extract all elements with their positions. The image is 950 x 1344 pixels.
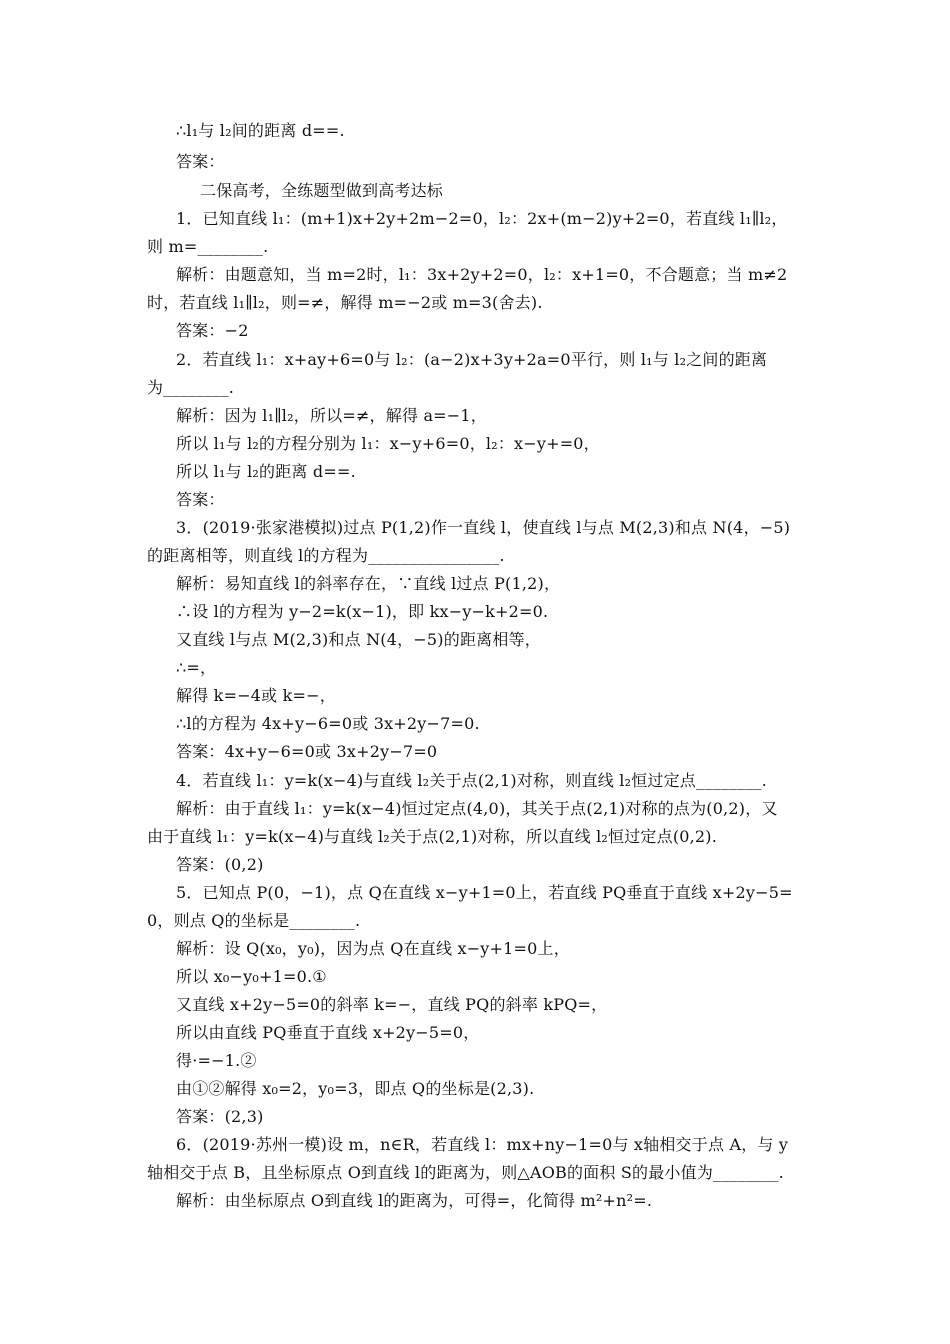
solution-2: 解析：因为 l₁∥l₂，所以=≠，解得 a=−1， (176, 406, 487, 425)
solution-5-line: 又直线 x+2y−5=0的斜率 k=−，直线 PQ的斜率 kPQ=， (176, 995, 608, 1014)
question-3: 3．(2019·张家港模拟)过点 P(1,2)作一直线 l，使直线 l与点 M(2,3)和点 N(4，−5) (176, 518, 791, 537)
question-4: 4．若直线 l₁：y=k(x−4)与直线 l₂关于点(2,1)对称，则直线 l₂恒过定点________. (176, 771, 767, 790)
section-heading: 二保高考，全练题型做到高考达标 (200, 181, 444, 200)
solution-3-line: ∴设 l的方程为 y−2=k(x−1)，即 kx−y−k+2=0. (176, 602, 549, 621)
question-1-cont: 则 m=________. (147, 237, 269, 256)
solution-5-line: 所以由直线 PQ垂直于直线 x+2y−5=0， (176, 1023, 480, 1042)
solution-6: 解析：由坐标原点 O到直线 l的距离为，可得=，化简得 m²+n²=. (176, 1191, 653, 1210)
question-6-cont: 轴相交于点 B，且坐标原点 O到直线 l的距离为，则△AOB的面积 S的最小值为________. (147, 1163, 784, 1182)
solution-3-line: 解得 k=−4或 k=−， (176, 686, 336, 705)
answer-5: 答案：(2,3) (176, 1107, 264, 1126)
solution-3-line: 又直线 l与点 M(2,3)和点 N(4，−5)的距离相等， (176, 630, 541, 649)
solution-2-line: 所以 l₁与 l₂的距离 d==. (176, 462, 356, 481)
solution-3: 解析：易知直线 l的斜率存在，∵直线 l过点 P(1,2)， (176, 574, 561, 593)
solution-1: 解析：由题意知，当 m=2时，l₁：3x+2y+2=0，l₂：x+1=0，不合题意；当 m≠2 (176, 265, 788, 284)
solution-5: 解析：设 Q(x₀，y₀)，因为点 Q在直线 x−y+1=0上， (176, 939, 570, 958)
solution-5-line: 由①②解得 x₀=2，y₀=3，即点 Q的坐标是(2,3). (176, 1079, 535, 1098)
solution-3-line: ∴=， (176, 658, 217, 677)
solution-3-line: ∴l的方程为 4x+y−6=0或 3x+2y−7=0. (176, 714, 480, 733)
solution-4: 解析：由于直线 l₁：y=k(x−4)恒过定点(4,0)，其关于点(2,1)对称的点为(0,2)，又 (176, 799, 778, 818)
solution-5-line: 所以 x₀−y₀+1=0.① (176, 967, 327, 986)
question-6: 6．(2019·苏州一模)设 m，n∈R，若直线 l：mx+ny−1=0与 x轴相交于点 A，与 y (176, 1135, 789, 1154)
question-2: 2．若直线 l₁：x+ay+6=0与 l₂：(a−2)x+3y+2a=0平行，则 l₁与 l₂之间的距离 (176, 350, 768, 369)
solution-5-line: 得·=−1.② (176, 1051, 257, 1070)
question-5: 5．已知点 P(0，−1)，点 Q在直线 x−y+1=0上，若直线 PQ垂直于直线 x+2y−5= (176, 883, 793, 902)
answer-2: 答案： (176, 490, 225, 509)
answer-1: 答案：−2 (176, 321, 249, 340)
solution-4-cont: 由于直线 l₁：y=k(x−4)与直线 l₂关于点(2,1)对称，所以直线 l₂恒过定点(0,2). (147, 827, 718, 846)
question-1: 1．已知直线 l₁：(m+1)x+2y+2m−2=0，l₂：2x+(m−2)y+2=0，若直线 l₁∥l₂， (176, 209, 788, 228)
answer-3: 答案：4x+y−6=0或 3x+2y−7=0 (176, 742, 438, 761)
text-line: ∴l₁与 l₂间的距离 d==. (176, 121, 345, 140)
answer-4: 答案：(0,2) (176, 855, 264, 874)
answer-label: 答案： (176, 152, 225, 171)
question-3-cont: 的距离相等，则直线 l的方程为________________. (147, 546, 505, 565)
solution-1-cont: 时，若直线 l₁∥l₂，则=≠，解得 m=−2或 m=3(舍去). (147, 293, 543, 312)
question-5-cont: 0，则点 Q的坐标是________. (147, 911, 361, 930)
solution-2-line: 所以 l₁与 l₂的方程分别为 l₁：x−y+6=0，l₂：x−y+=0， (176, 434, 600, 453)
question-2-cont: 为________. (147, 378, 235, 397)
